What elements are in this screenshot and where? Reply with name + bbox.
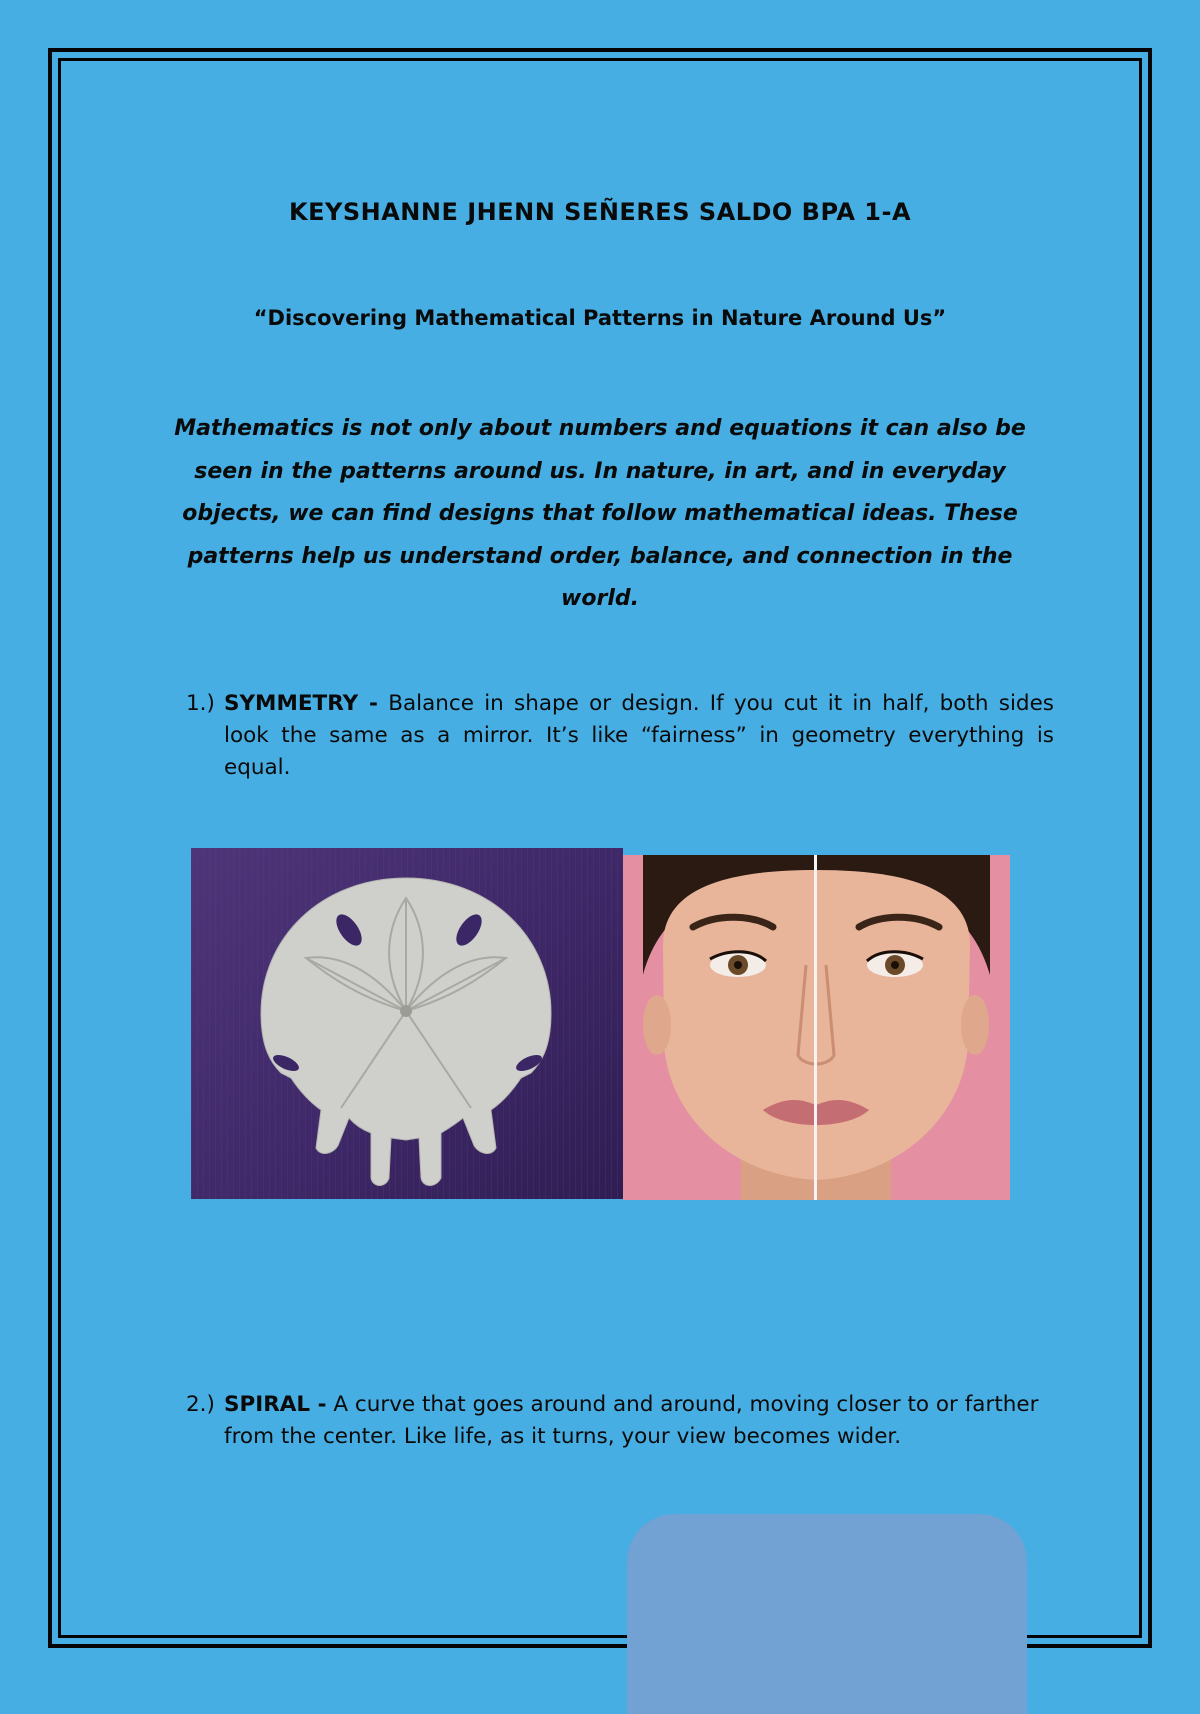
sand-dollar-illustration xyxy=(191,848,623,1199)
list-item-spiral xyxy=(186,1389,1054,1453)
term-symmetry: SYMMETRY - xyxy=(224,691,378,716)
symmetric-face-photo xyxy=(623,855,1010,1200)
intro-paragraph: Mathematics is not only about numbers and equations it can also be seen in the patterns around us. In nature, in art, and in everyday objects, we can find designs that follow mathematical ideas. These patterns help us understand order, balance, and connection in the world. xyxy=(174,416,1026,611)
document-title: “Discovering Mathematical Patterns in Nature Around Us” xyxy=(253,306,947,330)
list-number: 2.) xyxy=(186,1392,215,1417)
decorative-tab-shape xyxy=(627,1514,1027,1714)
term-spiral: SPIRAL - xyxy=(224,1392,327,1417)
sand-dollar-photo xyxy=(191,848,623,1199)
list-number: 1.) xyxy=(186,691,215,716)
definition-symmetry: Balance in shape or design. If you cut it in half, both sides look the same as a mirror. It’s like “fairness” in geometry everything is equal. xyxy=(224,691,1054,780)
face-illustration xyxy=(623,855,1010,1200)
list-item-symmetry xyxy=(186,688,1054,784)
definition-spiral: A curve that goes around and around, moving closer to or farther from the center. Like life, as it turns, your view becomes wider. xyxy=(224,1392,1039,1449)
author-heading: KEYSHANNE JHENN SEÑERES SALDO BPA 1-A xyxy=(288,198,912,226)
